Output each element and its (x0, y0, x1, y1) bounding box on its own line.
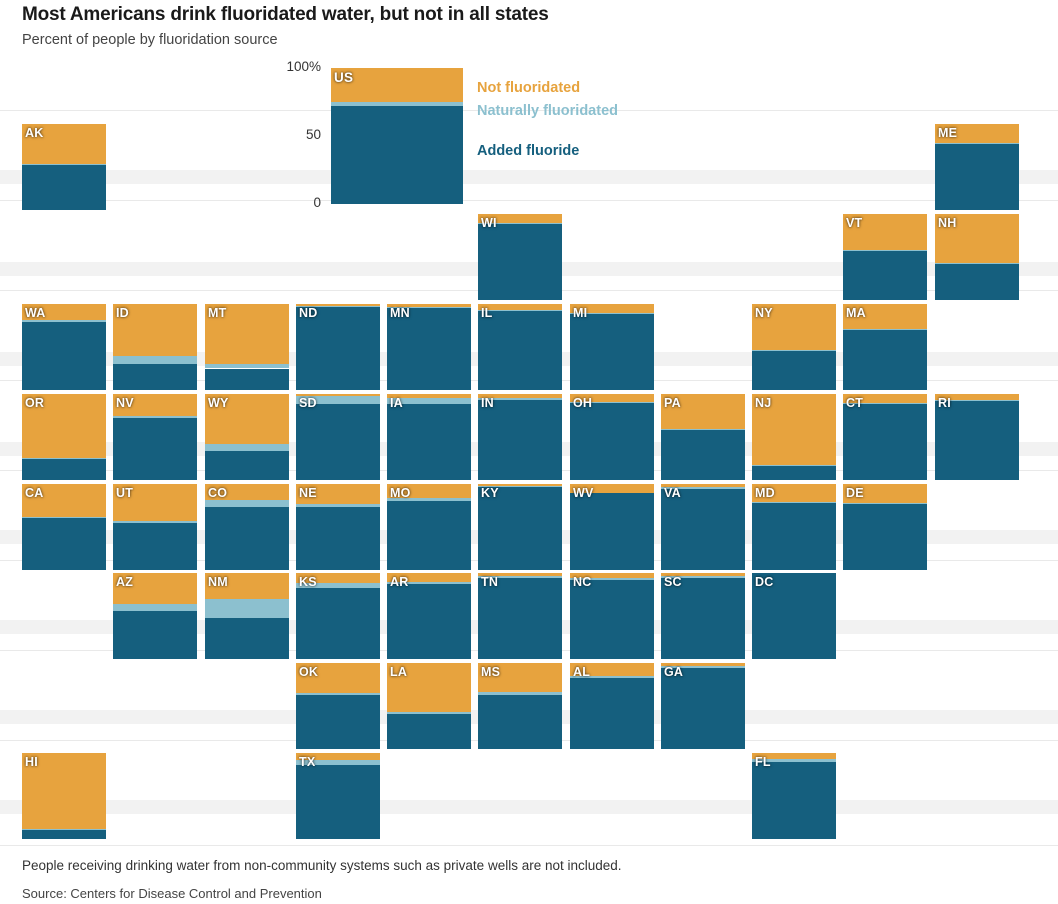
state-label: DE (846, 486, 864, 500)
segment-naturally-fluoridated (205, 444, 289, 451)
segment-added-fluoride (205, 618, 289, 659)
state-label: MI (573, 306, 588, 320)
state-tile-nm[interactable] (205, 573, 289, 659)
state-label: WA (25, 306, 46, 320)
segment-added-fluoride (296, 404, 380, 480)
state-label: AZ (116, 575, 134, 589)
state-tile-ok[interactable] (296, 663, 380, 749)
segment-added-fluoride (570, 314, 654, 390)
axis-tick-label: 0 (313, 195, 321, 210)
state-label: MS (481, 665, 501, 679)
state-tile-tn[interactable] (478, 573, 562, 659)
state-label: AK (25, 126, 44, 140)
state-label: HI (25, 755, 38, 769)
state-tile-al[interactable] (570, 663, 654, 749)
state-label: AR (390, 575, 409, 589)
state-label: VT (846, 216, 863, 230)
segment-added-fluoride (478, 695, 562, 749)
state-tile-mn[interactable] (387, 304, 471, 390)
state-label: TN (481, 575, 499, 589)
segment-naturally-fluoridated (205, 599, 289, 618)
segment-added-fluoride (752, 351, 836, 390)
segment-added-fluoride (387, 501, 471, 570)
chart-subtitle: Percent of people by fluoridation source (22, 32, 278, 48)
segment-added-fluoride (661, 668, 745, 749)
segment-added-fluoride (22, 165, 106, 210)
state-label: ND (299, 306, 318, 320)
segment-added-fluoride (113, 418, 197, 480)
state-label: CT (846, 396, 864, 410)
state-tile-mi[interactable] (570, 304, 654, 390)
state-label: MD (755, 486, 775, 500)
state-label: IA (390, 396, 403, 410)
state-label: NM (208, 575, 228, 589)
state-tile-ny[interactable] (752, 304, 836, 390)
segment-added-fluoride (752, 466, 836, 480)
state-label: NY (755, 306, 773, 320)
state-label: WY (208, 396, 229, 410)
state-tile-wy[interactable] (205, 394, 289, 480)
state-tile-ct[interactable] (843, 394, 927, 480)
state-label: IN (481, 396, 494, 410)
segment-added-fluoride (205, 451, 289, 480)
state-label: MN (390, 306, 410, 320)
state-tile-ar[interactable] (387, 573, 471, 659)
state-label: NJ (755, 396, 772, 410)
state-tile-nc[interactable] (570, 573, 654, 659)
segment-added-fluoride (570, 493, 654, 570)
segment-added-fluoride (387, 714, 471, 749)
axis-tick-label: 50 (305, 127, 321, 142)
state-label: NC (573, 575, 592, 589)
segment-naturally-fluoridated (113, 604, 197, 611)
state-tile-ma[interactable] (843, 304, 927, 390)
state-tile-ak[interactable] (22, 124, 106, 210)
state-tile-il[interactable] (478, 304, 562, 390)
state-tile-wv[interactable] (570, 484, 654, 570)
segment-added-fluoride (296, 695, 380, 749)
state-tile-fl[interactable] (752, 753, 836, 839)
state-label: OH (573, 396, 593, 410)
state-label: SC (664, 575, 682, 589)
state-tile-la[interactable] (387, 663, 471, 749)
state-label: MA (846, 306, 866, 320)
state-tile-in[interactable] (478, 394, 562, 480)
segment-naturally-fluoridated (205, 500, 289, 507)
state-label: CA (25, 486, 44, 500)
segment-added-fluoride (296, 507, 380, 570)
state-label: WV (573, 486, 594, 500)
axis-tick-label: 100% (286, 59, 321, 74)
chart-source: Source: Centers for Disease Control and Prevention (22, 886, 322, 901)
state-label: US (334, 70, 354, 85)
segment-added-fluoride (478, 311, 562, 390)
segment-added-fluoride (22, 322, 106, 390)
legend-item-naturally-fluoridated[interactable]: Naturally fluoridated (477, 103, 618, 119)
state-tile-pa[interactable] (661, 394, 745, 480)
state-label: ID (116, 306, 129, 320)
state-label: NE (299, 486, 317, 500)
segment-added-fluoride (843, 504, 927, 570)
legend-item-added-fluoride[interactable]: Added fluoride (477, 143, 580, 159)
state-tile-ca[interactable] (22, 484, 106, 570)
segment-added-fluoride (387, 404, 471, 480)
state-label: RI (938, 396, 951, 410)
state-tile-de[interactable] (843, 484, 927, 570)
segment-added-fluoride (22, 459, 106, 481)
state-label: AL (573, 665, 591, 679)
segment-added-fluoride (752, 503, 836, 570)
segment-added-fluoride (935, 144, 1019, 210)
state-label: WI (481, 216, 497, 230)
state-tile-ms[interactable] (478, 663, 562, 749)
state-tile-or[interactable] (22, 394, 106, 480)
state-label: KS (299, 575, 317, 589)
segment-added-fluoride (113, 364, 197, 390)
state-label: TX (299, 755, 316, 769)
state-label: DC (755, 575, 774, 589)
state-label: GA (664, 665, 684, 679)
segment-added-fluoride (113, 611, 197, 659)
state-tile-ri[interactable] (935, 394, 1019, 480)
state-tile-co[interactable] (205, 484, 289, 570)
state-tile-ga[interactable] (661, 663, 745, 749)
state-tile-me[interactable] (935, 124, 1019, 210)
state-tile-md[interactable] (752, 484, 836, 570)
segment-added-fluoride (661, 489, 745, 570)
state-label: OR (25, 396, 45, 410)
state-tile-dc[interactable] (752, 573, 836, 659)
segment-added-fluoride (22, 830, 106, 839)
segment-added-fluoride (296, 765, 380, 839)
segment-added-fluoride (570, 403, 654, 480)
page-title: Most Americans drink fluoridated water, but not in all states (22, 4, 549, 25)
row-shade (0, 800, 1058, 814)
state-label: MO (390, 486, 411, 500)
state-label: UT (116, 486, 134, 500)
segment-naturally-fluoridated (113, 356, 197, 365)
state-label: MT (208, 306, 227, 320)
segment-added-fluoride (113, 523, 197, 570)
segment-added-fluoride (843, 330, 927, 390)
state-label: CO (208, 486, 228, 500)
state-tile-ks[interactable] (296, 573, 380, 659)
chart-footnote: People receiving drinking water from non-community systems such as private wells are not included. (22, 858, 622, 873)
segment-added-fluoride (752, 762, 836, 839)
state-label: VA (664, 486, 681, 500)
segment-added-fluoride (570, 580, 654, 659)
state-tile-vt[interactable] (843, 214, 927, 300)
row-separator (0, 200, 1058, 201)
state-tile-wi[interactable] (478, 214, 562, 300)
segment-added-fluoride (935, 264, 1019, 300)
segment-added-fluoride (478, 400, 562, 480)
state-tile-hi[interactable] (22, 753, 106, 839)
state-tile-sd[interactable] (296, 394, 380, 480)
segment-added-fluoride (843, 251, 927, 300)
state-tile-ne[interactable] (296, 484, 380, 570)
segment-added-fluoride (570, 678, 654, 749)
segment-added-fluoride (478, 224, 562, 300)
segment-added-fluoride (661, 430, 745, 480)
segment-added-fluoride (387, 308, 471, 390)
state-label: FL (755, 755, 771, 769)
segment-added-fluoride (935, 401, 1019, 480)
state-label: NH (938, 216, 957, 230)
segment-added-fluoride (296, 588, 380, 659)
state-tile-az[interactable] (113, 573, 197, 659)
state-tile-id[interactable] (113, 304, 197, 390)
state-tile-ut[interactable] (113, 484, 197, 570)
state-label: KY (481, 486, 499, 500)
state-tile-wa[interactable] (22, 304, 106, 390)
segment-added-fluoride (22, 518, 106, 570)
segment-added-fluoride (387, 584, 471, 659)
state-label: LA (390, 665, 408, 679)
state-tile-sc[interactable] (661, 573, 745, 659)
state-tile-mt[interactable] (205, 304, 289, 390)
state-tile-nj[interactable] (752, 394, 836, 480)
state-tile-va[interactable] (661, 484, 745, 570)
state-label: ME (938, 126, 958, 140)
legend-item-not-fluoridated[interactable]: Not fluoridated (477, 80, 581, 96)
state-label: NV (116, 396, 134, 410)
state-tile-nv[interactable] (113, 394, 197, 480)
segment-added-fluoride (843, 404, 927, 480)
segment-added-fluoride (205, 369, 289, 391)
segment-added-fluoride (661, 578, 745, 659)
state-tile-nh[interactable] (935, 214, 1019, 300)
state-tile-ky[interactable] (478, 484, 562, 570)
segment-added-fluoride (331, 106, 463, 204)
row-separator (0, 845, 1058, 846)
state-tile-nd[interactable] (296, 304, 380, 390)
segment-added-fluoride (478, 578, 562, 659)
row-shade (0, 170, 1058, 184)
state-tile-tx[interactable] (296, 753, 380, 839)
state-label: IL (481, 306, 493, 320)
segment-added-fluoride (205, 507, 289, 570)
state-label: SD (299, 396, 317, 410)
state-tile-ia[interactable] (387, 394, 471, 480)
state-tile-mo[interactable] (387, 484, 471, 570)
state-tile-us[interactable] (331, 68, 463, 204)
state-tile-oh[interactable] (570, 394, 654, 480)
state-label: PA (664, 396, 681, 410)
state-label: OK (299, 665, 319, 679)
